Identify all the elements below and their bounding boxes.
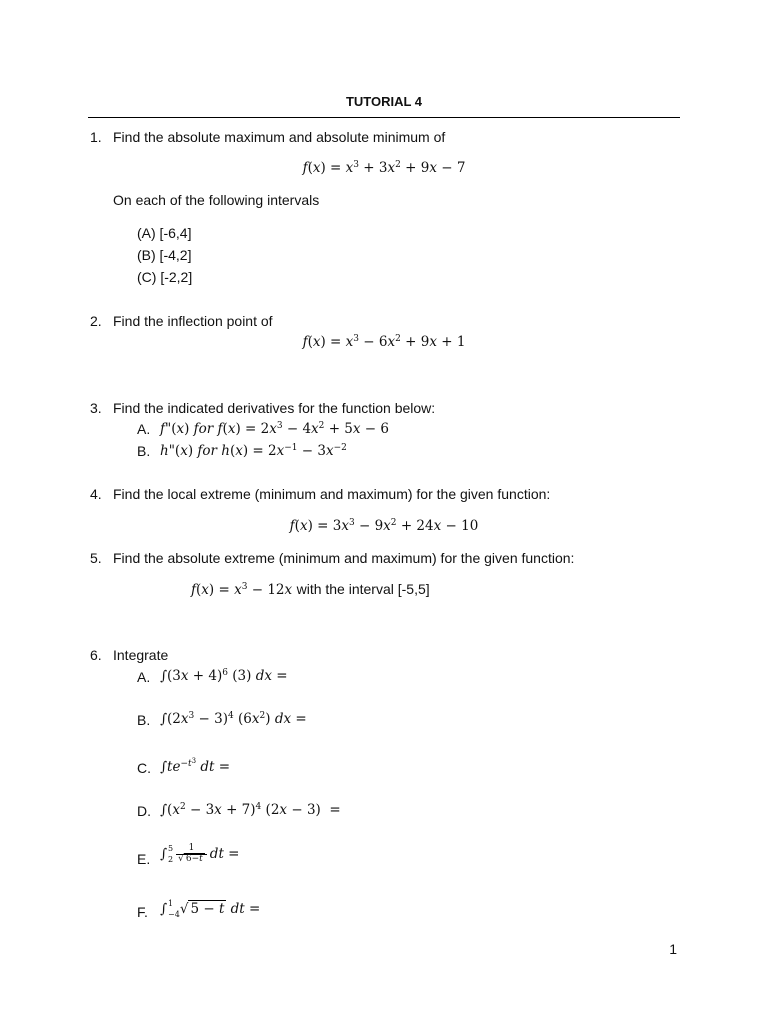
q1-text2: On each of the following intervals [113,192,320,208]
q1-formula: $f(x) = x^3 + 3x^2 + 9x - 7$ [302,160,466,176]
q6-number: 6. [90,647,102,663]
q3-item-a-formula: f"(x) for $f(x) = 2x^3 - 4x^2 + 5x - 6$ [160,421,389,437]
q6-item-f-label: F. [137,904,148,920]
q5-formula: $f(x) = x^3 - 12x$ [191,582,293,598]
q6-item-b-label: B. [137,712,151,728]
q6-item-a-formula: $\int(3x + 4)^6$ (3) dx = [160,668,288,684]
q3-text: Find the indicated derivatives for the function below: [113,400,436,416]
page-number: 1 [669,941,677,957]
q2-formula: $f(x) = x^3 - 6x^2 + 9x + 1$ [302,334,466,350]
q3-number: 3. [90,400,102,416]
q1-interval-a: (A) [-6,4] [137,225,192,241]
q1-text: Find the absolute maximum and absolute minimum of [113,129,446,145]
q6-item-a-label: A. [137,669,151,685]
q4-formula: $f(x) = 3x^3 - 9x^2 + 24x - 10$ [289,518,479,534]
q6-item-b-formula: $\int(2x^3 - 3)^4$ $(6x^2)$ dx = [160,711,307,727]
q5-interval: with the interval [-5,5] [296,581,430,597]
q1-interval-b: (B) [-4,2] [137,247,192,263]
q5-text: Find the absolute extreme (minimum and maximum) for the given function: [113,550,575,566]
q6-text: Integrate [113,647,169,663]
q6-item-d-formula: $\int(x^2 - 3x + 7)^4$ (2x − 3) = [160,802,341,818]
q4-number: 4. [90,486,102,502]
q1-number: 1. [90,129,102,145]
q6-item-c-formula: $\int te^{-t^3}$ dt = [160,757,231,775]
q3-item-b-formula: h"(x) for $h(x) = 2x^{-1} - 3x^{-2}$ [160,443,347,459]
page-title: TUTORIAL 4 [345,94,423,109]
q4-text: Find the local extreme (minimum and maximum) for the given function: [113,486,551,502]
q2-number: 2. [90,313,102,329]
q5-formula-line [191,581,430,599]
q3-item-a-label: A. [137,421,151,437]
q6-item-e-formula: ∫ 5 2 $\frac{1}{√ 6-t}$ dt = [160,842,240,865]
q6-item-f-formula: ∫ 1 −4 √ 5 − t dt = [160,899,261,920]
q6-item-c-label: C. [137,760,151,776]
q6-item-e-label: E. [137,851,151,867]
title-divider [88,117,680,118]
q5-number: 5. [90,550,102,566]
q3-item-b-label: B. [137,443,151,459]
q6-item-d-label: D. [137,803,151,819]
q2-text: Find the inflection point of [113,313,273,329]
q1-interval-c: (C) [-2,2] [137,269,193,285]
